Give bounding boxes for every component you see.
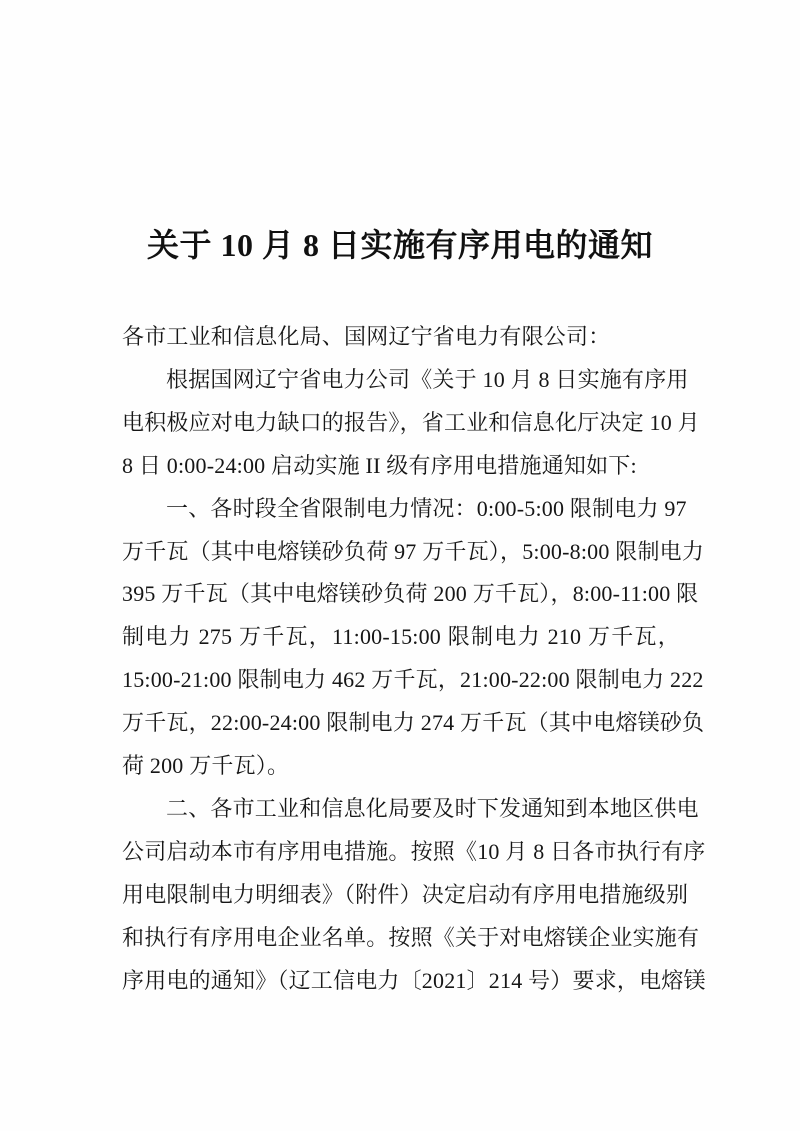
salutation-line: 各市工业和信息化局、国网辽宁省电力有限公司： <box>122 324 611 349</box>
text-line-p1-1: 根据国网辽宁省电力公司《关于 10 月 8 日实施有序用 <box>166 366 689 392</box>
paragraphs-container <box>122 359 706 1003</box>
text-line-p2-3: 395 万千瓦（其中电熔镁砂负荷 200 万千瓦），8:00-11:00 限 <box>122 581 699 607</box>
text-line-p3-3: 用电限制电力明细表》（附件）决定启动有序用电措施级别 <box>122 881 689 907</box>
text-line-p2-7: 荷 200 万千瓦）。 <box>122 753 290 779</box>
document-title: 关于 10 月 8 日实施有序用电的通知 <box>146 227 653 263</box>
text-line-p2-2: 万千瓦（其中电熔镁砂负荷 97 万千瓦），5:00-8:00 限制电力 <box>122 538 705 564</box>
text-line-p3-1: 二、各市工业和信息化局要及时下发通知到本地区供电 <box>166 795 699 821</box>
text-line-p3-2: 公司启动本市有序用电措施。按照《10 月 8 日各市执行有序 <box>122 838 706 864</box>
text-line-p2-4: 制电力 275 万千瓦，11:00-15:00 限制电力 210 万千瓦， <box>122 624 680 650</box>
text-line-p3-4: 和执行有序用电企业名单。按照《关于对电熔镁企业实施有 <box>122 924 700 950</box>
text-line-p2-5: 15:00-21:00 限制电力 462 万千瓦，21:00-22:00 限制电力 222 <box>122 667 704 693</box>
text-line-p2-6: 万千瓦，22:00-24:00 限制电力 274 万千瓦（其中电熔镁砂负 <box>122 710 705 736</box>
text-line-p1-2: 电积极应对电力缺口的报告》，省工业和信息化厅决定 10 月 <box>122 409 700 435</box>
text-line-p2-1: 一、各时段全省限制电力情况：0:00-5:00 限制电力 97 <box>166 495 687 521</box>
text-line-p1-3: 8 日 0:00-24:00 启动实施 II 级有序用电措施通知如下: <box>122 452 637 478</box>
text-line-p3-5: 序用电的通知》（辽工信电力〔2021〕214 号）要求，电熔镁 <box>122 967 706 993</box>
document-body <box>122 316 706 1003</box>
